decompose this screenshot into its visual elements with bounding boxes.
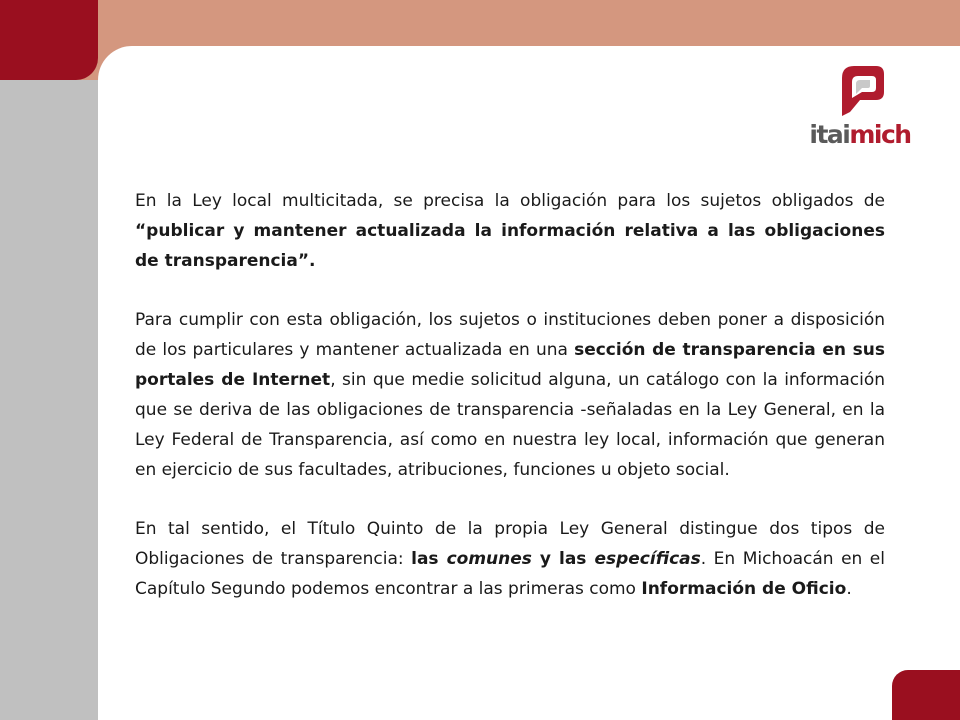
paragraph-1 (135, 186, 885, 276)
paragraph-3-especificas: específicas (594, 549, 701, 569)
paragraph-3-mid: . En Michoacán en el Capítulo Segundo podemos encontrar a las primeras como (135, 549, 885, 599)
paragraph-2-rest: , sin que medie solicitud alguna, un catálogo con la información que se deriva de las obligaciones de transparencia -señaladas en la Ley General, en la Ley Federal de Transparencia, así como en nuestra ley local, información que generan en ejercicio de sus facultades, atribuciones, funciones u objeto social. (135, 370, 885, 480)
paragraph-3 (135, 514, 885, 604)
itaimich-logo-icon (828, 58, 888, 122)
paragraph-2-emphasis: sección de transparencia en sus portales de Internet (135, 340, 885, 390)
paragraph-3-comunes: comunes (446, 549, 532, 569)
left-gray-band (0, 80, 98, 720)
logo-wordmark (794, 118, 926, 152)
slide-body-text (135, 186, 885, 633)
paragraph-1-text: En la Ley local multicitada, se precisa la obligación para los sujetos obligados de (135, 191, 885, 211)
itaimich-logo (794, 58, 926, 152)
bottom-right-red-block (892, 670, 960, 720)
paragraph-3-text: En tal sentido, el Título Quinto de la propia Ley General distingue dos tipos de Obligaciones de transparencia: (135, 519, 885, 569)
paragraph-2 (135, 305, 885, 485)
paragraph-3-bold-las: las (411, 549, 447, 569)
top-left-red-block (0, 0, 98, 80)
paragraph-2-text: Para cumplir con esta obligación, los sujetos o instituciones deben poner a disposición de los particulares y mantener actualizada en una (135, 310, 885, 360)
paragraph-1-quote: “publicar y mantener actualizada la información relativa a las obligaciones de transparencia”. (135, 221, 885, 271)
paragraph-3-end: . (846, 579, 852, 599)
paragraph-3-informacion-oficio: Información de Oficio (641, 579, 847, 599)
paragraph-3-bold-y-las: y las (531, 549, 595, 569)
logo-text-mich: mich (849, 120, 911, 149)
logo-text-itai: itai (809, 120, 850, 149)
